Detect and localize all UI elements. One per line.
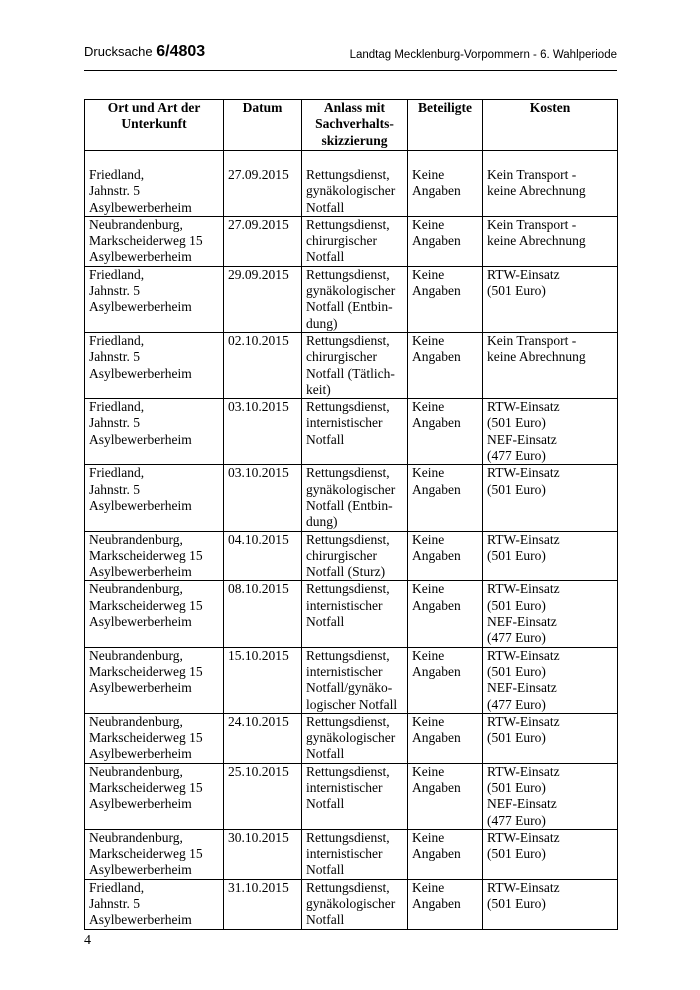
location-cell (85, 332, 224, 398)
cell-line: Angaben (412, 183, 461, 199)
document-number-value: 6/4803 (156, 43, 206, 60)
cell-line: (501 Euro) (487, 663, 546, 679)
date-cell: 08.10.2015 (224, 581, 302, 647)
cell-line: Rettungsdienst, (306, 713, 390, 729)
cell-line: Jahnstr. 5 (89, 183, 141, 199)
cell-line: Angaben (412, 730, 461, 746)
cell-line: RTW-Einsatz (487, 465, 560, 481)
cell-line: Asylbewerberheim (89, 862, 192, 878)
costs-cell (483, 167, 618, 216)
cell-line: Angaben (412, 415, 461, 431)
participants-cell (408, 829, 483, 879)
document-number (84, 43, 205, 61)
header-date (224, 100, 302, 151)
reason-cell (302, 581, 408, 647)
cell-line: Asylbewerberheim (89, 249, 192, 265)
participants-cell (408, 879, 483, 929)
header-line: Beteiligte (418, 100, 472, 115)
date-cell: 04.10.2015 (224, 531, 302, 581)
reason-cell (302, 829, 408, 879)
cell-line: Keine (412, 647, 445, 663)
table-row (85, 399, 618, 465)
cell-line: Keine (412, 332, 445, 348)
costs-cell (483, 763, 618, 829)
location-cell (85, 647, 224, 713)
location-cell (85, 399, 224, 465)
date-cell: 15.10.2015 (224, 647, 302, 713)
cell-line: Rettungsdienst, (306, 332, 390, 348)
cell-line: Notfall (306, 862, 345, 878)
cell-line: Rettungsdienst, (306, 266, 390, 282)
spacer-cell (302, 151, 408, 168)
reason-cell (302, 332, 408, 398)
cell-line: Markscheiderweg 15 (89, 663, 203, 679)
cell-line: keine Abrechnung (487, 349, 586, 365)
header-reason (302, 100, 408, 151)
cell-line: Asylbewerberheim (89, 365, 192, 381)
table-row (85, 167, 618, 216)
costs-cell (483, 465, 618, 531)
cell-line: Neubrandenburg, (89, 216, 183, 232)
cell-line: Markscheiderweg 15 (89, 779, 203, 795)
cell-line: Markscheiderweg 15 (89, 730, 203, 746)
cell-line: Rettungsdienst, (306, 879, 390, 895)
header-line: Unterkunft (121, 116, 187, 132)
cell-line: internistischer (306, 846, 383, 862)
cell-line: Angaben (412, 779, 461, 795)
cell-line: Notfall (Entbin- (306, 497, 393, 513)
cell-line: Markscheiderweg 15 (89, 846, 203, 862)
cell-line: NEF-Einsatz (487, 614, 557, 630)
participants-cell (408, 713, 483, 763)
header-line: Ort und Art der (107, 100, 201, 115)
cell-line: Keine (412, 465, 445, 481)
cell-line: chirurgischer (306, 547, 377, 563)
cell-line: gynäkologischer (306, 283, 396, 299)
cell-line: Notfall (306, 431, 345, 447)
cell-line: chirurgischer (306, 349, 377, 365)
reason-cell (302, 399, 408, 465)
cell-line: Angaben (412, 349, 461, 365)
cell-line: (477 Euro) (487, 812, 546, 828)
cell-line: Notfall (306, 249, 345, 265)
cell-line: RTW-Einsatz (487, 399, 560, 415)
table-row (85, 879, 618, 929)
table-body (85, 151, 618, 930)
cell-line: Friedland, (89, 332, 145, 348)
date-cell: 30.10.2015 (224, 829, 302, 879)
cell-line: chirurgischer (306, 233, 377, 249)
date-cell: 27.09.2015 (224, 216, 302, 266)
reason-cell (302, 167, 408, 216)
cell-line: Angaben (412, 283, 461, 299)
location-cell (85, 713, 224, 763)
costs-cell (483, 216, 618, 266)
cell-line: Neubrandenburg, (89, 531, 183, 547)
reason-cell (302, 713, 408, 763)
cell-line: Jahnstr. 5 (89, 415, 141, 431)
cell-line: (501 Euro) (487, 896, 546, 912)
cell-line: Friedland, (89, 266, 145, 282)
cell-line: Kein Transport - (487, 167, 577, 182)
date-cell: 31.10.2015 (224, 879, 302, 929)
cell-line: Rettungsdienst, (306, 763, 390, 779)
cell-line: Notfall (306, 796, 345, 812)
reason-cell (302, 879, 408, 929)
location-cell (85, 465, 224, 531)
cell-line: NEF-Einsatz (487, 796, 557, 812)
cell-line: Angaben (412, 547, 461, 563)
cell-line: Markscheiderweg 15 (89, 597, 203, 613)
cell-line: Kein Transport - (487, 216, 577, 232)
cell-line: internistischer (306, 663, 383, 679)
cell-line: Notfall (Entbin- (306, 299, 393, 315)
header-participants (408, 100, 483, 151)
location-cell (85, 531, 224, 581)
participants-cell (408, 763, 483, 829)
date-cell: 02.10.2015 (224, 332, 302, 398)
cell-line: Neubrandenburg, (89, 647, 183, 663)
participants-cell (408, 216, 483, 266)
cell-line: Asylbewerberheim (89, 680, 192, 696)
cell-line: Notfall (306, 912, 345, 928)
table-row (85, 581, 618, 647)
date-cell: 24.10.2015 (224, 713, 302, 763)
cell-line: Jahnstr. 5 (89, 283, 141, 299)
cell-line: Notfall/gynäko- (306, 680, 393, 696)
cell-line: Angaben (412, 896, 461, 912)
cell-line: internistischer (306, 779, 383, 795)
location-cell (85, 829, 224, 879)
table-row (85, 531, 618, 581)
header-divider (84, 70, 617, 71)
costs-cell (483, 879, 618, 929)
costs-cell (483, 332, 618, 398)
cell-line: keine Abrechnung (487, 233, 586, 249)
cell-line: Asylbewerberheim (89, 431, 192, 447)
cell-line: Keine (412, 581, 445, 597)
cell-line: Asylbewerberheim (89, 564, 192, 580)
cell-line: Friedland, (89, 879, 145, 895)
table-row (85, 829, 618, 879)
location-cell (85, 216, 224, 266)
participants-cell (408, 332, 483, 398)
cell-line: Asylbewerberheim (89, 796, 192, 812)
costs-cell (483, 399, 618, 465)
cell-line: Markscheiderweg 15 (89, 233, 203, 249)
cell-line: internistischer (306, 415, 383, 431)
costs-cell (483, 647, 618, 713)
header-line: Datum (242, 100, 283, 115)
table-row (85, 647, 618, 713)
spacer-cell (408, 151, 483, 168)
cell-line: dung) (306, 514, 338, 530)
cell-line: Rettungsdienst, (306, 581, 390, 597)
cell-line: Rettungsdienst, (306, 531, 390, 547)
reason-cell (302, 647, 408, 713)
costs-cell (483, 266, 618, 332)
cell-line: Notfall (Tätlich- (306, 365, 395, 381)
spacer-cell (483, 151, 618, 168)
cell-line: gynäkologischer (306, 730, 396, 746)
cell-line: logischer Notfall (306, 696, 398, 712)
date-cell: 03.10.2015 (224, 465, 302, 531)
table-row (85, 332, 618, 398)
costs-cell (483, 581, 618, 647)
cell-line: RTW-Einsatz (487, 266, 560, 282)
date-cell: 25.10.2015 (224, 763, 302, 829)
header-costs (483, 100, 618, 151)
cell-line: keit) (306, 381, 331, 397)
date-cell: 03.10.2015 (224, 399, 302, 465)
cell-line: Asylbewerberheim (89, 497, 192, 513)
cell-line: internistischer (306, 597, 383, 613)
cell-line: Keine (412, 531, 445, 547)
cell-line: Jahnstr. 5 (89, 349, 141, 365)
cell-line: Neubrandenburg, (89, 581, 183, 597)
location-cell (85, 266, 224, 332)
table-spacer-row (85, 151, 618, 168)
cell-line: Rettungsdienst, (306, 167, 390, 182)
cell-line: (501 Euro) (487, 779, 546, 795)
page-header (84, 42, 617, 64)
cell-line: gynäkologischer (306, 481, 396, 497)
cell-line: Angaben (412, 233, 461, 249)
cell-line: Asylbewerberheim (89, 199, 192, 215)
date-cell: 27.09.2015 (224, 167, 302, 216)
reason-cell (302, 763, 408, 829)
cell-line: Asylbewerberheim (89, 912, 192, 928)
location-cell (85, 879, 224, 929)
reason-cell (302, 465, 408, 531)
cell-line: (501 Euro) (487, 597, 546, 613)
reason-cell (302, 266, 408, 332)
cell-line: Notfall (306, 746, 345, 762)
cell-line: RTW-Einsatz (487, 713, 560, 729)
cell-line: keine Abrechnung (487, 183, 586, 199)
location-cell (85, 763, 224, 829)
reason-cell (302, 216, 408, 266)
cell-line: Kein Transport - (487, 332, 577, 348)
costs-cell (483, 829, 618, 879)
cell-line: Keine (412, 713, 445, 729)
parliament-title: Landtag Mecklenburg-Vorpommern - 6. Wahlperiode (349, 49, 617, 61)
participants-cell (408, 531, 483, 581)
costs-cell (483, 713, 618, 763)
cell-line: Keine (412, 167, 445, 182)
participants-cell (408, 266, 483, 332)
page-number: 4 (84, 933, 91, 948)
header-line: Sachverhalts- (315, 116, 394, 132)
cell-line: (501 Euro) (487, 283, 546, 299)
cell-line: Keine (412, 216, 445, 232)
reason-cell (302, 531, 408, 581)
cell-line: (501 Euro) (487, 730, 546, 746)
participants-cell (408, 647, 483, 713)
cell-line: Keine (412, 879, 445, 895)
participants-cell (408, 465, 483, 531)
table-row (85, 266, 618, 332)
table-row (85, 465, 618, 531)
header-line: Anlass mit (323, 100, 386, 115)
cell-line: (477 Euro) (487, 448, 546, 464)
cell-line: Jahnstr. 5 (89, 896, 141, 912)
cell-line: Asylbewerberheim (89, 746, 192, 762)
cell-line: Angaben (412, 846, 461, 862)
location-cell (85, 167, 224, 216)
cell-line: Asylbewerberheim (89, 614, 192, 630)
cell-line: dung) (306, 315, 338, 331)
cell-line: Angaben (412, 663, 461, 679)
table-row (85, 216, 618, 266)
cell-line: Rettungsdienst, (306, 829, 390, 845)
cell-line: Neubrandenburg, (89, 713, 183, 729)
cell-line: (501 Euro) (487, 547, 546, 563)
cell-line: Friedland, (89, 167, 145, 182)
cell-line: (477 Euro) (487, 630, 546, 646)
cell-line: NEF-Einsatz (487, 680, 557, 696)
participants-cell (408, 399, 483, 465)
cell-line: Rettungsdienst, (306, 647, 390, 663)
cell-line: RTW-Einsatz (487, 581, 560, 597)
cell-line: Neubrandenburg, (89, 829, 183, 845)
cell-line: Friedland, (89, 399, 145, 415)
cell-line: Rettungsdienst, (306, 465, 390, 481)
header-line: Kosten (529, 100, 571, 115)
table-row (85, 763, 618, 829)
spacer-cell (85, 151, 224, 168)
date-cell: 29.09.2015 (224, 266, 302, 332)
cell-line: Keine (412, 399, 445, 415)
cell-line: Friedland, (89, 465, 145, 481)
costs-cell (483, 531, 618, 581)
cell-line: Rettungsdienst, (306, 399, 390, 415)
cell-line: gynäkologischer (306, 183, 396, 199)
cell-line: NEF-Einsatz (487, 431, 557, 447)
cell-line: (501 Euro) (487, 481, 546, 497)
cell-line: Asylbewerberheim (89, 299, 192, 315)
header-location (85, 100, 224, 151)
cell-line: Keine (412, 829, 445, 845)
cell-line: Neubrandenburg, (89, 763, 183, 779)
cell-line: RTW-Einsatz (487, 647, 560, 663)
header-line: skizzierung (321, 132, 388, 148)
cell-line: Angaben (412, 481, 461, 497)
cell-line: RTW-Einsatz (487, 531, 560, 547)
cell-line: RTW-Einsatz (487, 763, 560, 779)
location-cell (85, 581, 224, 647)
cell-line: (477 Euro) (487, 696, 546, 712)
table-header-row (85, 100, 618, 151)
incident-table (84, 99, 618, 930)
cell-line: (501 Euro) (487, 846, 546, 862)
cell-line: Rettungsdienst, (306, 216, 390, 232)
cell-line: Notfall (306, 614, 345, 630)
cell-line: gynäkologischer (306, 896, 396, 912)
document-label: Drucksache (84, 44, 153, 59)
cell-line: Jahnstr. 5 (89, 481, 141, 497)
participants-cell (408, 167, 483, 216)
cell-line: Markscheiderweg 15 (89, 547, 203, 563)
cell-line: Keine (412, 266, 445, 282)
cell-line: RTW-Einsatz (487, 829, 560, 845)
participants-cell (408, 581, 483, 647)
cell-line: Notfall (Sturz) (306, 564, 386, 580)
spacer-cell (224, 151, 302, 168)
cell-line: RTW-Einsatz (487, 879, 560, 895)
cell-line: (501 Euro) (487, 415, 546, 431)
cell-line: Keine (412, 763, 445, 779)
cell-line: Angaben (412, 597, 461, 613)
cell-line: Notfall (306, 199, 345, 215)
table-row (85, 713, 618, 763)
